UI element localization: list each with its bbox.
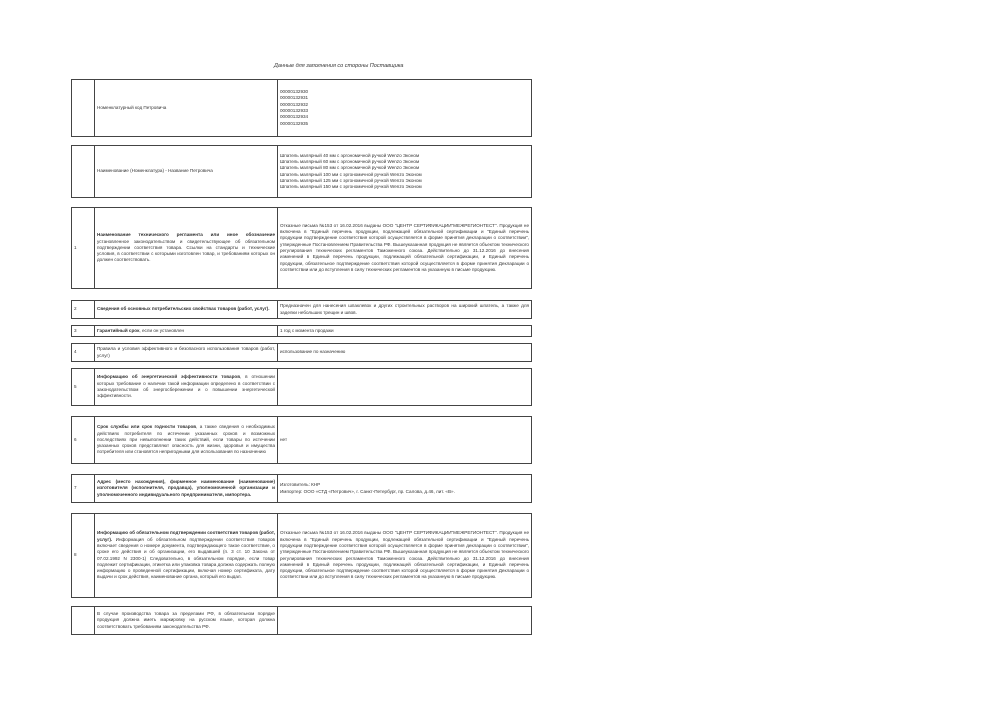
row-number [72, 80, 95, 137]
row-value [278, 475, 532, 503]
product-name: Шпатель малярный 80 мм с эргономичной ручкой Wenzo Эконом [280, 165, 420, 171]
row-number: 7 [72, 475, 95, 503]
row-value [278, 607, 532, 635]
row-5-table [71, 368, 532, 406]
product-name: Шпатель малярный 150 мм с эргономичной ручкой Wenzo Эконом [280, 184, 422, 190]
row-number: 8 [72, 514, 95, 598]
product-name: Шпатель малярный 60 мм с эргономичной ручкой Wenzo Эконом [280, 158, 420, 164]
row-label: Срок службы или срок годности товаров, а также сведения о необходимых действиях потребителя по истечении указанных сроков и возможных последствиях при невыполнении таких действий, если товары по истечении указанных сроков представляют опасность для жизни, здоровья и имущества потребителя или становятся непригодными для использования по назначению [95, 417, 278, 464]
row-number: 2 [72, 301, 95, 319]
row-label: Информацию об обязательном подтверждении соответствия товаров (работ, услуг). Информация об обязательном подтверждении соответствия товаров включает сведения о номере документа, подтверждающего такое соответствие, о сроке его действия и об организации, его выдавшей (п. 3 ст. 10 Закона от 07.02.1992 N 2300-1) Следовательно, в обязательном порядке, если товар подлежит сертификации, этикетка или упаковка товара должна содержать полную информацию о проведенной сертификации, включая номер сертификата, дату выдачи и срок действия, наименование органа, который его выдал. [95, 514, 278, 598]
row-value: Предназначен для нанесения шпаклевок и других строительных растворов на широкий шпатель, а также для заделки небольших трещин и швов. [278, 301, 532, 319]
row-number: 3 [72, 326, 95, 337]
row-8-table [71, 513, 532, 598]
row-number: 5 [72, 369, 95, 406]
code-value: 00000132932 [280, 101, 309, 107]
row-number: 1 [72, 208, 95, 289]
nomenclature-name-label: Наименование (Номенклатура) - Название Петровича [95, 146, 278, 198]
row-label: Правила и условия эффективного и безопасного использования товаров (работ, услуг) [95, 344, 278, 362]
row-2-table [71, 300, 532, 319]
row-value: использование по назначению [278, 344, 532, 362]
page-caption: Данные для заполнения со стороны Поставщика [274, 63, 404, 69]
row-value: нет [278, 417, 532, 464]
code-value: 00000132935 [280, 120, 309, 126]
row-value [278, 369, 532, 406]
row-number [72, 607, 95, 635]
row-4-table [71, 343, 532, 362]
russian-marking-text: В случае производства товара за пределами РФ, в обязательном порядке продукция должна иметь маркировку на русском языке, которая должна соответствовать требованиям законодательства РФ. [95, 607, 278, 635]
nomenclature-code-table [71, 79, 532, 137]
importer-line: Импортер: ООО «СТД «Петрович», г. Санкт-Петербург, пр. Салова, д.46, лит. «В». [280, 488, 455, 494]
nomenclature-name-table [71, 145, 532, 198]
row-value: Отказные письма №153 от 16.02.2016 выданы ООО "ЦЕНТР СЕРТИФИКАЦИИ"МЕЖРЕГИОНТЕСТ". Продукция не включена в "Единый перечень продукции, подлежащей обязательной сертификации и "Единый перечень продукции подтверждение соответствия которой осуществляется в форме принятия декларации о соответствии", утвержденные Постановлением Правительства РФ. Вышеуказанная продукция не является объектом технического регулирования технических регламентов Таможенного союза. Действительно до 31.12.2016 до внесения изменений в Единый перечень продукции, подлежащей обязательной сертификации, и Единый перечень продукции, обязательное подтверждение соответствия которой осуществляется в форме принятия Декларации о соответствии или до вступления в силу технических регламентов на указанную в письме продукцию. [278, 514, 532, 598]
row-7-table [71, 474, 532, 503]
row-label: Наименование технического регламента или иное обозначение установленное законодательством и свидетельствующее об обязательном подтверждении соответствия товара. Ссылки на стандарты и технические условия, в соответствии с которыми изготовлен товар, и требованиям которых он должен соответствовать. [95, 208, 278, 289]
row-value: Отказные письма №153 от 16.02.2016 выданы ООО "ЦЕНТР СЕРТИФИКАЦИИ"МЕЖРЕГИОНТЕСТ". Продукция не включена в "Единый перечень продукции, подлежащей обязательной сертификации и "Единый перечень продукции подтверждение соответствия которой осуществляется в форме принятия декларации о соответствии", утвержденные Постановлением Правительства РФ. Вышеуказанная продукция не является объектом технического регулирования технических регламентов Таможенного союза. Действительно до 31.12.2016 до внесения изменений в Единый перечень продукции, подлежащей обязательной сертификации, и Единый перечень продукции, обязательное подтверждение соответствия которой осуществляется в форме принятия Декларации о соответствии или до вступления в силу технических регламентов на указанную в письме продукцию. [278, 208, 532, 289]
row-6-table [71, 416, 532, 464]
product-name: Шпатель малярный 100 мм с эргономичной ручкой Wenzo Эконом [280, 171, 422, 177]
row-label: Сведения об основных потребительских свойствах товаров (работ, услуг). [95, 301, 278, 319]
nomenclature-code-values [278, 80, 532, 137]
code-value: 00000132931 [280, 95, 309, 101]
code-value: 00000132930 [280, 89, 309, 95]
row-label: Гарантийный срок, если он установлен [95, 326, 278, 337]
row-number [72, 146, 95, 198]
row-3-table [71, 325, 532, 337]
row-number: 6 [72, 417, 95, 464]
nomenclature-code-label: Номенклатурный код Петровича [95, 80, 278, 137]
product-name: Шпатель малярный 125 мм с эргономичной ручкой Wenzo Эконом [280, 177, 422, 183]
code-value: 00000132934 [280, 114, 309, 120]
row-1-table [71, 207, 532, 289]
product-name: Шпатель малярный 40 мм с эргономичной ручкой Wenzo Эконом [280, 152, 420, 158]
russian-marking-table [71, 606, 532, 635]
nomenclature-name-values [278, 146, 532, 198]
manufacturer-line: Изготовитель: КНР [280, 482, 321, 488]
row-label: Адрес (место нахождения), фирменное наименование (наименование) изготовителя (исполнителя, продавца), уполномоченной организации и уполномоченного индивидуального предпринимателя, импортера. [95, 475, 278, 503]
row-number: 4 [72, 344, 95, 362]
row-value: 1 год с момента продажи [278, 326, 532, 337]
code-value: 00000132933 [280, 108, 309, 113]
row-label: Информацию об энергетической эффективности товаров, в отношении которых требование о наличии такой информации определено в соответствии с законодательством об энергосбережении и о повышении энергетической эффективности. [95, 369, 278, 406]
